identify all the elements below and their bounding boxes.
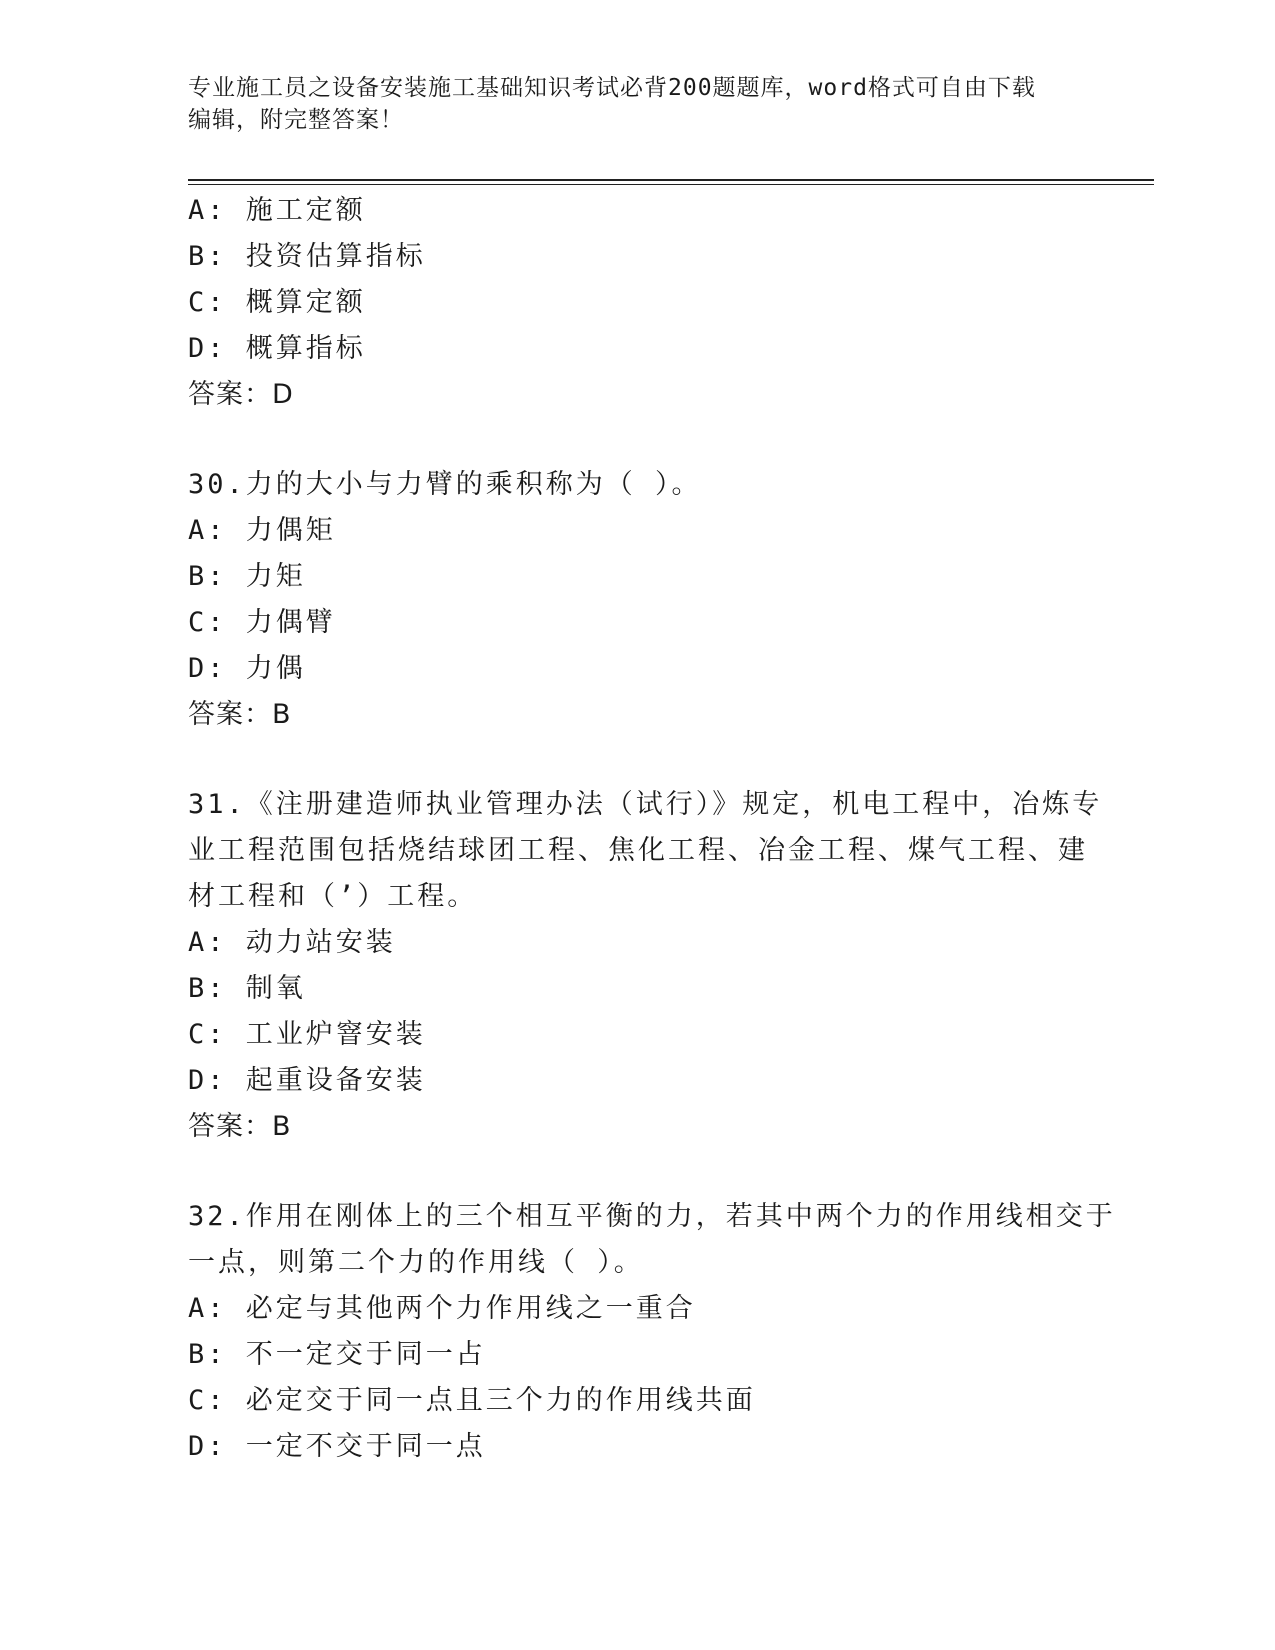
header-line-2: 编辑，附完整答案！ (188, 107, 404, 133)
question-text-line-3: 材工程和（’）工程。 (188, 881, 478, 912)
option-c: C: 必定交于同一点且三个力的作用线共面 (188, 1385, 756, 1416)
option-d: D: 一定不交于同一点 (188, 1431, 486, 1462)
question-text-line-1: 32.作用在刚体上的三个相互平衡的力，若其中两个力的作用线相交于 (188, 1201, 1116, 1232)
option-d: D: 起重设备安装 (188, 1065, 426, 1096)
option-b: B: 不一定交于同一占 (188, 1339, 486, 1370)
option-b: B: 制氧 (188, 973, 306, 1004)
option-c: C: 力偶臂 (188, 607, 336, 638)
option-a: A: 动力站安装 (188, 927, 396, 958)
question-list (188, 188, 1116, 1470)
question-32 (188, 1194, 1116, 1470)
option-c: C: 概算定额 (188, 287, 366, 318)
option-a: A: 力偶矩 (188, 515, 336, 546)
document-header (188, 72, 1068, 136)
option-a: A: 施工定额 (188, 195, 366, 226)
question-30 (188, 462, 1088, 738)
answer-line: 答案：B (188, 699, 292, 730)
question-text: 30.力的大小与力臂的乘积称为（ ）。 (188, 469, 702, 500)
option-c: C: 工业炉窨安装 (188, 1019, 426, 1050)
option-d: D: 力偶 (188, 653, 306, 684)
question-29 (188, 188, 1088, 418)
header-divider-thick (188, 179, 1154, 181)
header-line-1: 专业施工员之设备安装施工基础知识考试必背200题题库，word格式可自由下载 (188, 75, 1036, 101)
answer-line: 答案：D (188, 379, 294, 410)
option-b: B: 力矩 (188, 561, 306, 592)
option-b: B: 投资估算指标 (188, 241, 426, 272)
question-text-line-1: 31.《注册建造师执业管理办法（试行）》规定，机电工程中，冶炼专 (188, 789, 1103, 820)
question-31 (188, 782, 1103, 1150)
option-a: A: 必定与其他两个力作用线之一重合 (188, 1293, 696, 1324)
question-text-line-2: 一点，则第二个力的作用线（ ）。 (188, 1247, 644, 1278)
option-d: D: 概算指标 (188, 333, 366, 364)
header-divider-thin (188, 184, 1154, 185)
question-text-line-2: 业工程范围包括烧结球团工程、焦化工程、冶金工程、煤气工程、建 (188, 835, 1088, 866)
answer-line: 答案：B (188, 1111, 292, 1142)
